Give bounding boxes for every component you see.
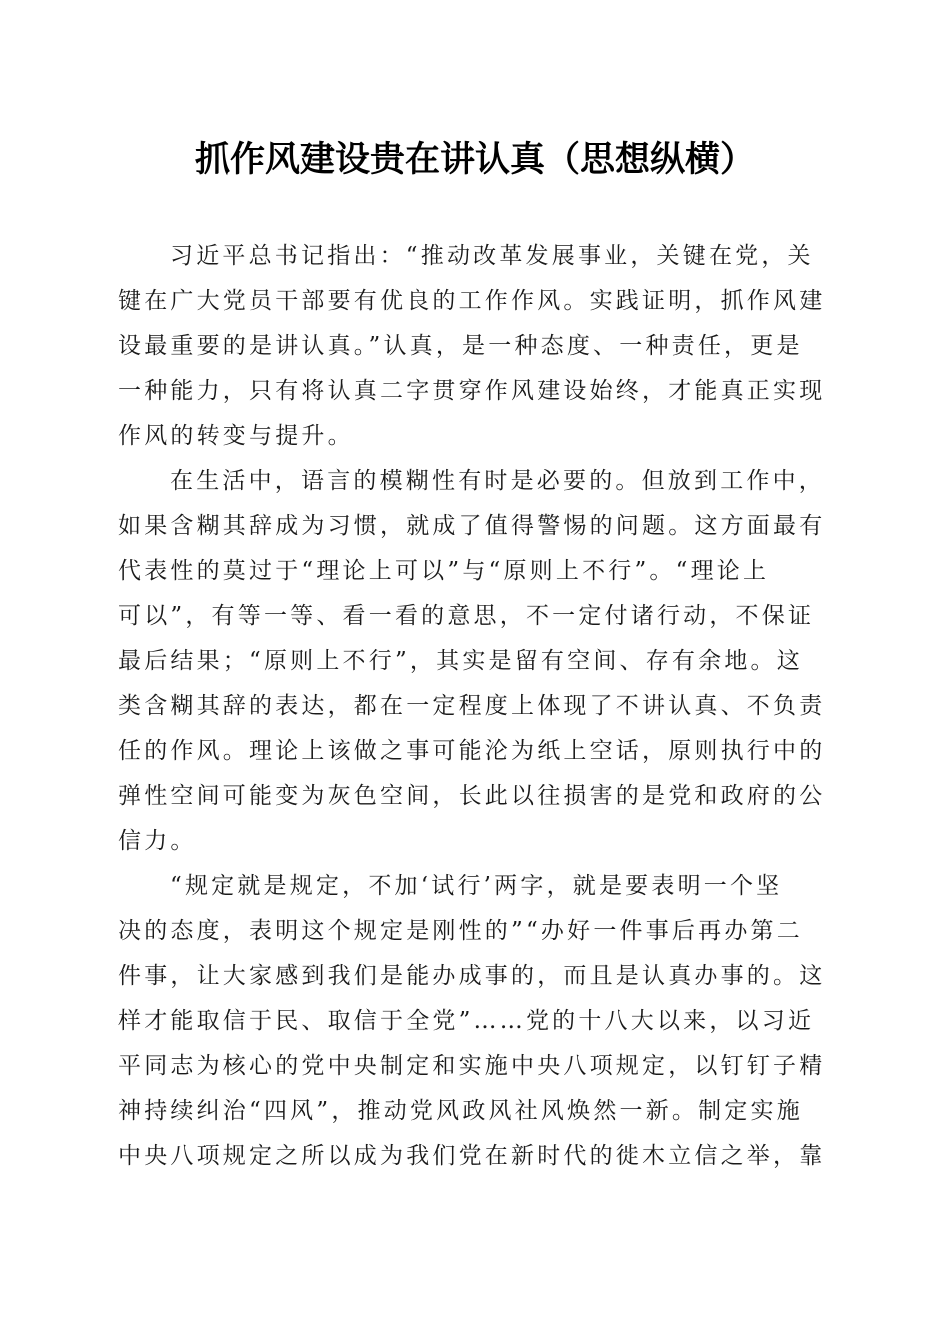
text-line: 信力。 (118, 828, 197, 854)
text-line: “规定就是规定，不加‘试行’两字，就是要表明一个坚 (170, 873, 783, 899)
paragraph-3 (118, 864, 824, 1179)
text-line: 代表性的莫过于“理论上可以”与“原则上不行”。“理论上 (118, 558, 770, 584)
text-line: 设最重要的是讲认真。”认真，是一种态度、一种责任，更是 (118, 333, 803, 359)
text-line: 平同志为核心的党中央制定和实施中央八项规定，以钉钉子精 (118, 1053, 826, 1079)
text-line: 任的作风。理论上该做之事可能沦为纸上空话，原则执行中的 (118, 738, 826, 764)
text-line: 样才能取信于民、取信于全党”……党的十八大以来，以习近 (118, 1008, 815, 1034)
text-line: 类含糊其辞的表达，都在一定程度上体现了不讲认真、不负责 (118, 693, 826, 719)
text-line: 键在广大党员干部要有优良的工作作风。实践证明，抓作风建 (118, 288, 826, 314)
text-line: 神持续纠治“四风”，推动党风政风社风焕然一新。制定实施 (118, 1098, 803, 1124)
text-line: 在生活中，语言的模糊性有时是必要的。但放到工作中， (170, 468, 825, 494)
document-body (118, 234, 824, 1179)
text-line: 决的态度，表明这个规定是刚性的”“办好一件事后再办第二 (118, 918, 803, 944)
paragraph-1 (118, 234, 824, 459)
text-line: 习近平总书记指出：“推动改革发展事业，关键在党，关 (170, 243, 814, 269)
text-line: 最后结果；“原则上不行”，其实是留有空间、存有余地。这 (118, 648, 803, 674)
text-line: 一种能力，只有将认真二字贯穿作风建设始终，才能真正实现 (118, 378, 826, 404)
text-line: 件事，让大家感到我们是能办成事的，而且是认真办事的。这 (118, 963, 826, 989)
paragraph-2 (118, 459, 824, 864)
text-line: 可以”，有等一等、看一看的意思，不一定付诸行动，不保证 (118, 603, 815, 629)
document-title: 抓作风建设贵在讲认真（思想纵横） (194, 139, 755, 180)
text-line: 弹性空间可能变为灰色空间，长此以往损害的是党和政府的公 (118, 783, 826, 809)
text-line: 作风的转变与提升。 (118, 423, 354, 449)
text-line: 中央八项规定之所以成为我们党在新时代的徙木立信之举，靠 (118, 1143, 826, 1169)
text-line: 如果含糊其辞成为习惯，就成了值得警惕的问题。这方面最有 (118, 513, 826, 539)
